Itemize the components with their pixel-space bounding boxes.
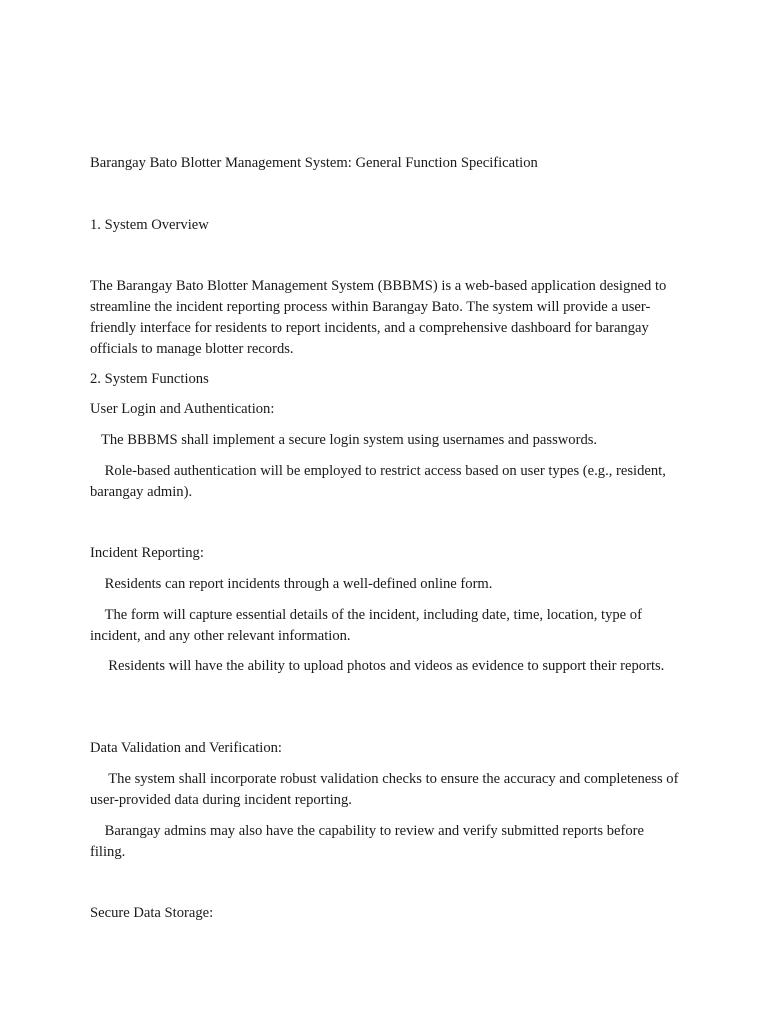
reporting-item: Residents can report incidents through a well-defined online form.	[90, 576, 493, 592]
login-item: The BBBMS shall implement a secure login system using usernames and passwords.	[90, 432, 598, 448]
overview-paragraph: The Barangay Bato Blotter Management System (BBBMS) is a web-based application designed to streamline the incident reporting process within Barangay Bato. The system will provide a user-friendly interface for residents to report incidents, and a comprehensive dashboard for barangay officials to manage blotter records.	[90, 278, 670, 357]
subheading-reporting: Incident Reporting:	[90, 545, 204, 561]
login-item: Role-based authentication will be employed to restrict access based on user types (e.g., resident, barangay admin).	[90, 463, 670, 500]
section-heading-functions: 2. System Functions	[90, 371, 209, 387]
document-title: Barangay Bato Blotter Management System: General Function Specification	[90, 155, 538, 171]
validation-item: The system shall incorporate robust validation checks to ensure the accuracy and completeness of user-provided data during incident reporting.	[90, 771, 683, 808]
section-heading-overview: 1. System Overview	[90, 217, 209, 233]
subheading-login: User Login and Authentication:	[90, 401, 275, 417]
validation-item: Barangay admins may also have the capability to review and verify submitted reports before filing.	[90, 823, 648, 860]
reporting-item: Residents will have the ability to upload photos and videos as evidence to support their reports.	[90, 658, 665, 674]
reporting-item: The form will capture essential details of the incident, including date, time, location, type of incident, and any other relevant information.	[90, 607, 646, 644]
subheading-storage: Secure Data Storage:	[90, 905, 214, 921]
subheading-validation: Data Validation and Verification:	[90, 740, 282, 756]
